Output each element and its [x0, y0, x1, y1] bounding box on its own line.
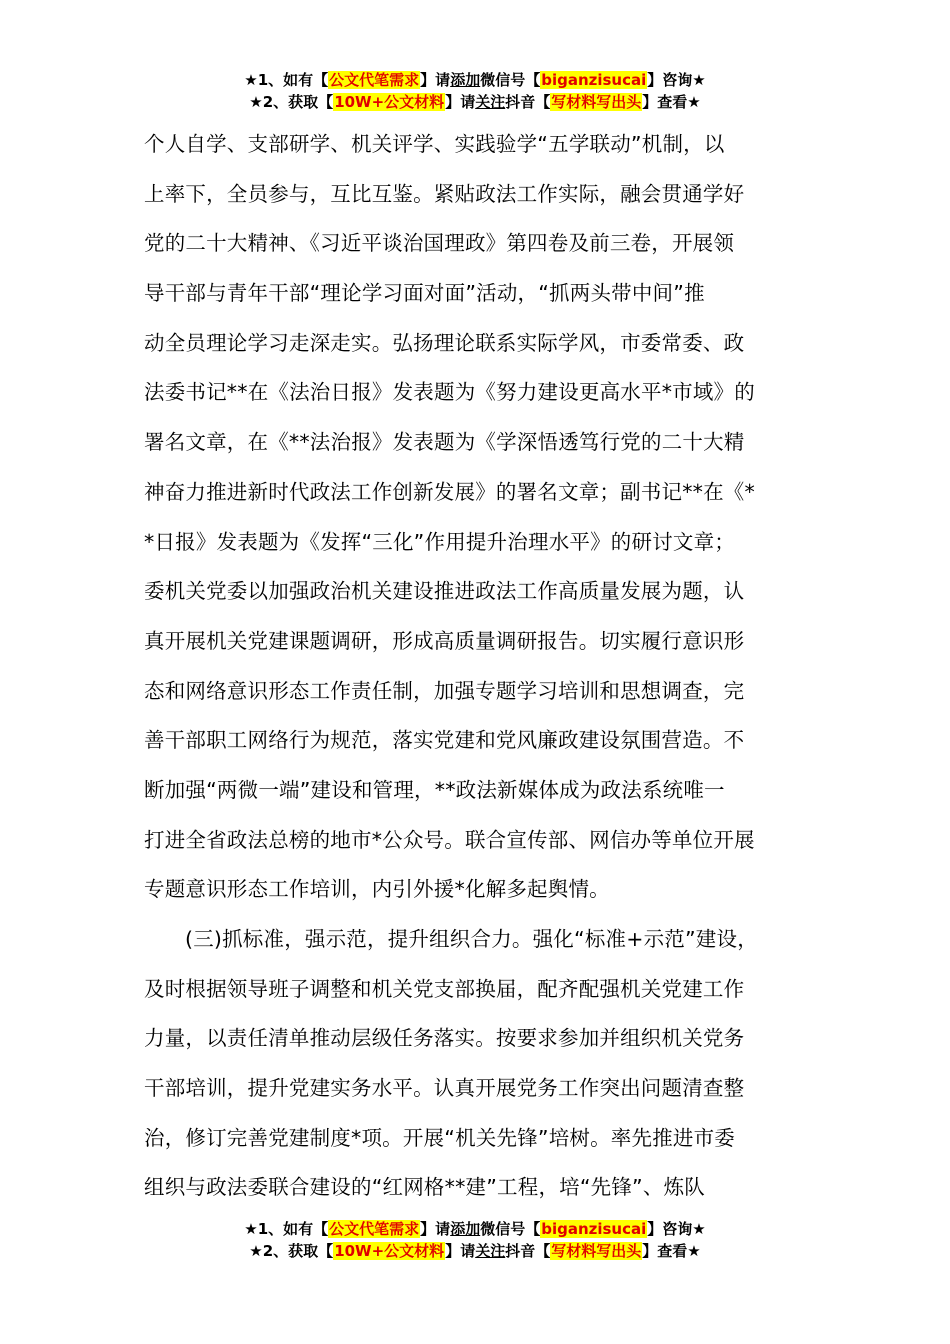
text-line: 打进全省政法总榜的地市*公众号。联合宣传部、网信办等单位开展 [144, 827, 755, 852]
banner-line-2: ★2、获取【10W+公文材料】请关注抖音【写材料写出头】查看★ [249, 93, 701, 111]
text-line: 专题意识形态工作培训，内引外援*化解多起舆情。 [144, 877, 610, 902]
text-line: 善干部职工网络行为规范，落实党建和党风廉政建设氛围营造。不 [144, 728, 745, 753]
banner-highlight: biganzisucai [541, 1220, 647, 1238]
banner-line-1: ★1、如有【公文代笔需求】请添加微信号【biganzisucai】咨询★ [244, 71, 706, 89]
banner-line-1: ★1、如有【公文代笔需求】请添加微信号【biganzisucai】咨询★ [244, 1220, 706, 1238]
text-line: 法委书记**在《法治日报》发表题为《努力建设更高水平*市域》的 [144, 380, 755, 405]
text-line: 导干部与青年干部“理论学习面对面”活动，“抓两头带中间”推 [144, 281, 705, 306]
banner-highlight: 写材料写出头 [551, 1242, 642, 1260]
text-line: 上率下，全员参与，互比互鉴。紧贴政法工作实际，融会贯通学好 [144, 181, 745, 206]
text-line: 党的二十大精神、《习近平谈治国理政》第四卷及前三卷，开展领 [144, 231, 735, 256]
text-line: 干部培训，提升党建实务水平。认真开展党务工作突出问题清查整 [144, 1076, 745, 1101]
banner-highlight: 10W+公文材料 [334, 93, 445, 111]
text-line: 力量，以责任清单推动层级任务落实。按要求参加并组织机关党务 [144, 1026, 745, 1051]
banner-highlight: 公文代笔需求 [329, 1220, 420, 1238]
text-line: 个人自学、支部研学、机关评学、实践验学“五学联动”机制，以 [144, 132, 725, 156]
paragraph-1 [144, 120, 824, 915]
paragraph-2 [144, 915, 824, 1213]
text-line: 态和网络意识形态工作责任制，加强专题学习培训和思想调查，完 [144, 678, 745, 703]
text-line: 动全员理论学习走深走实。弘扬理论联系实际学风，市委常委、政 [144, 330, 745, 355]
text-line: 治，修订完善党建制度*项。开展“机关先锋”培树。率先推进市委 [144, 1125, 735, 1150]
banner-highlight: 10W+公文材料 [334, 1242, 445, 1260]
text-line: 及时根据领导班子调整和机关党支部换届，配齐配强机关党建工作 [144, 976, 745, 1001]
header-banner [0, 69, 950, 113]
text-line: 神奋力推进新时代政法工作创新发展》的署名文章；副书记**在《* [144, 479, 755, 504]
text-line: 组织与政法委联合建设的“红网格**建”工程，培“先锋”、炼队 [144, 1175, 705, 1200]
document-body [144, 120, 824, 1213]
banner-highlight: 公文代笔需求 [329, 71, 420, 89]
banner-highlight: 写材料写出头 [551, 93, 642, 111]
banner-line-2: ★2、获取【10W+公文材料】请关注抖音【写材料写出头】查看★ [249, 1242, 701, 1260]
text-line: *日报》发表题为《发挥“三化”作用提升治理水平》的研讨文章； [144, 529, 735, 554]
banner-highlight: biganzisucai [541, 71, 647, 89]
footer-banner [0, 1218, 950, 1262]
text-line: 署名文章，在《**法治报》发表题为《学深悟透笃行党的二十大精 [144, 430, 745, 455]
text-line: 断加强“两微一端”建设和管理，**政法新媒体成为政法系统唯一 [144, 777, 725, 802]
text-line: (三)抓标准，强示范，提升组织合力。强化“标准+示范”建设， [185, 927, 758, 951]
text-line: 真开展机关党建课题调研，形成高质量调研报告。切实履行意识形 [144, 628, 745, 653]
text-line: 委机关党委以加强政治机关建设推进政法工作高质量发展为题，认 [144, 579, 745, 604]
